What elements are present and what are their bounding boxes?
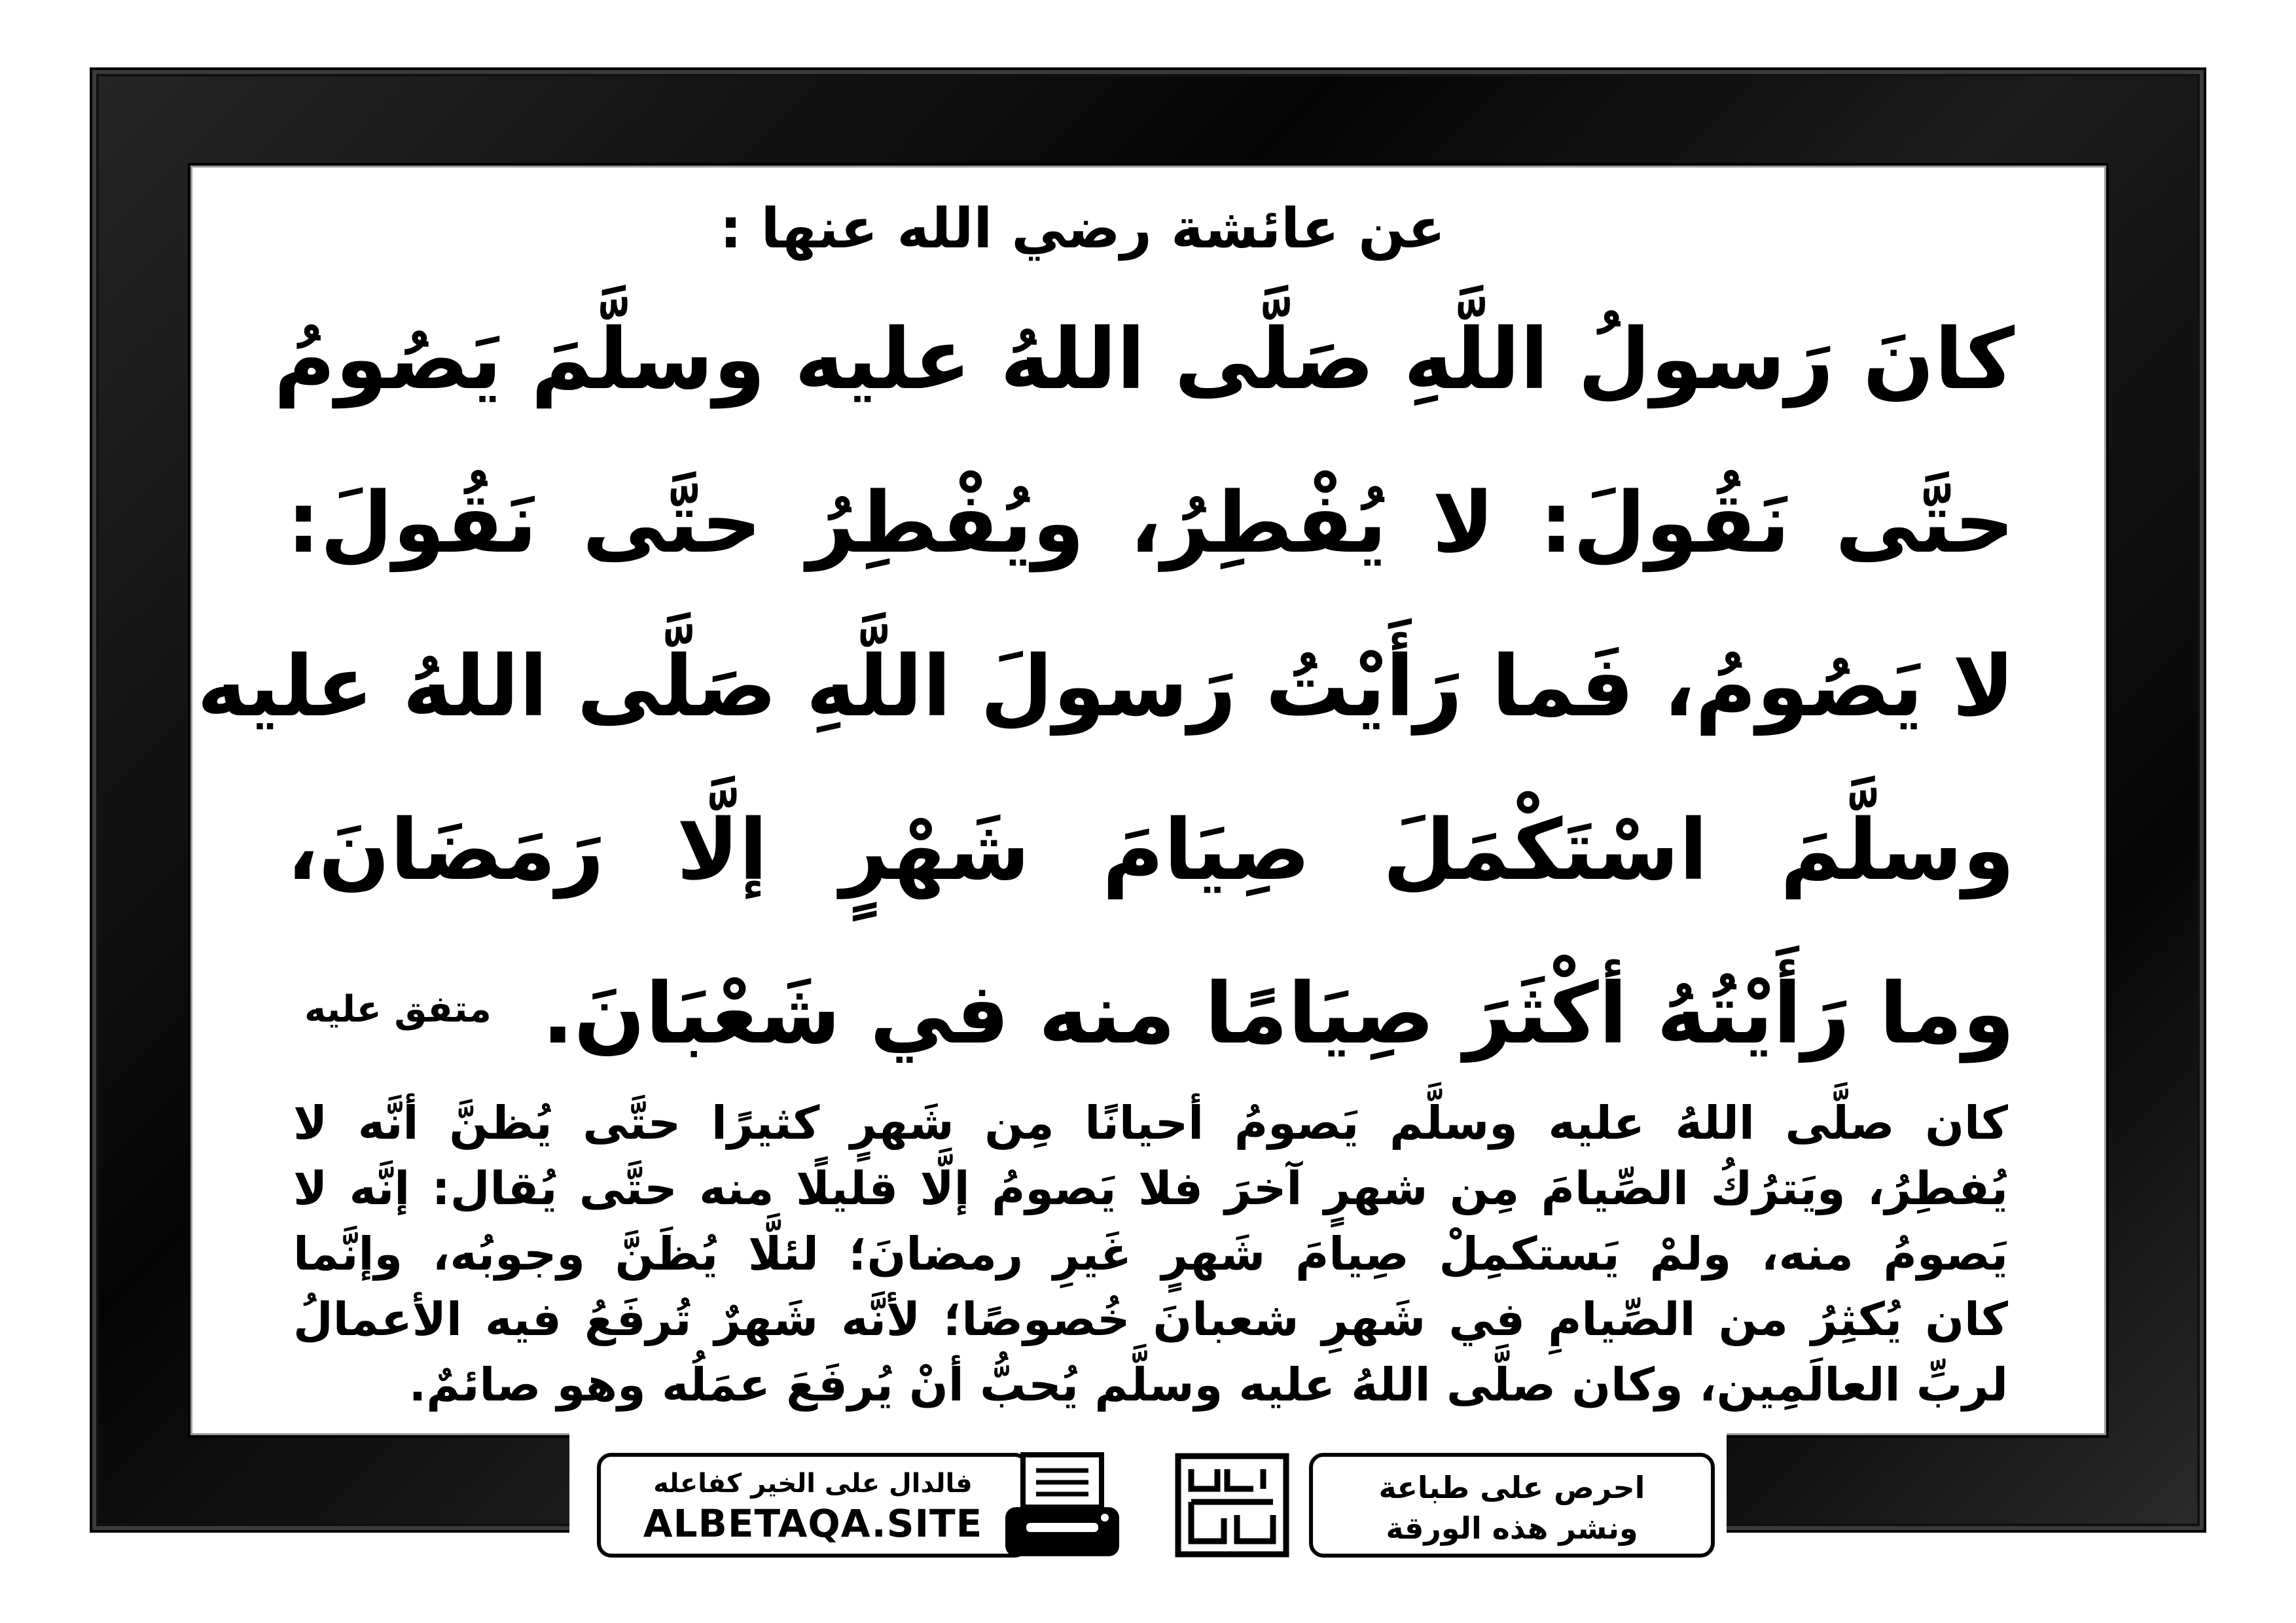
print-reminder-line1: احرص على طباعة [1378, 1470, 1645, 1505]
commentary-line: لربِّ العالَمِين، وكان صلَّى اللهُ عليه وسلَّم يُحبُّ أنْ يُرفَعَ عمَلُه وهو صائمٌ. [408, 1358, 2008, 1412]
print-reminder-line2: ونشر هذه الورقة [1386, 1510, 1638, 1546]
print-reminder-box [1309, 1453, 1715, 1558]
kufic-logo-icon [1172, 1450, 1293, 1561]
commentary-line: كان يُكثِرُ من الصِّيامِ في شَهرِ شعبانَ خُصوصًا؛ لأنَّه شَهرٌ تُرفَعُ فيه الأعمالُ [293, 1293, 2008, 1346]
website-box[interactable] [597, 1453, 1029, 1558]
commentary-line: يُفطِرُ، ويَترُكُ الصِّيامَ مِن شهرٍ آخرَ فلا يَصومُ إلَّا قليلًا منه حتَّى يُقال: إنَّه لا [293, 1162, 2008, 1215]
commentary-line: يَصومُ منه، ولمْ يَستكمِلْ صِيامَ شَهرٍ غَيرِ رمضانَ؛ لئلَّا يُظَنَّ وجوبُه، وإنَّما [293, 1227, 2008, 1281]
printer-icon [1000, 1450, 1124, 1561]
hadith-line: حتَّى نَقُولَ: لا يُفْطِرُ، ويُفْطِرُ حتَّى نَقُولَ: [287, 474, 2015, 572]
website-link[interactable]: ALBETAQA.SITE [643, 1501, 983, 1546]
commentary-line: كان صلَّى اللهُ عليه وسلَّم يَصومُ أحيانًا مِن شَهرٍ كثيرًا حتَّى يُظنَّ أنَّه لا [293, 1096, 2008, 1150]
hadith-line: كانَ رَسولُ اللَّهِ صَلَّى اللهُ عليه وسلَّمَ يَصُومُ [274, 311, 2015, 408]
hadith-line: لا يَصُومُ، فَما رَأَيْتُ رَسولَ اللَّهِ صَلَّى اللهُ عليه [197, 638, 2015, 736]
hadith-line: وسلَّمَ اسْتَكْمَلَ صِيَامَ شَهْرٍ إلَّا رَمَضَانَ، [287, 802, 2015, 899]
hadith-source: متفق عليه [304, 988, 492, 1031]
narrator-heading: عن عائشة رضي الله عنها : [719, 196, 1446, 260]
hadith-line: وما رَأَيْتُهُ أكْثَرَ صِيَامًا منه في شَعْبَانَ. [542, 965, 2015, 1063]
footer-tagline: فالدال على الخير كفاعله [653, 1469, 973, 1499]
